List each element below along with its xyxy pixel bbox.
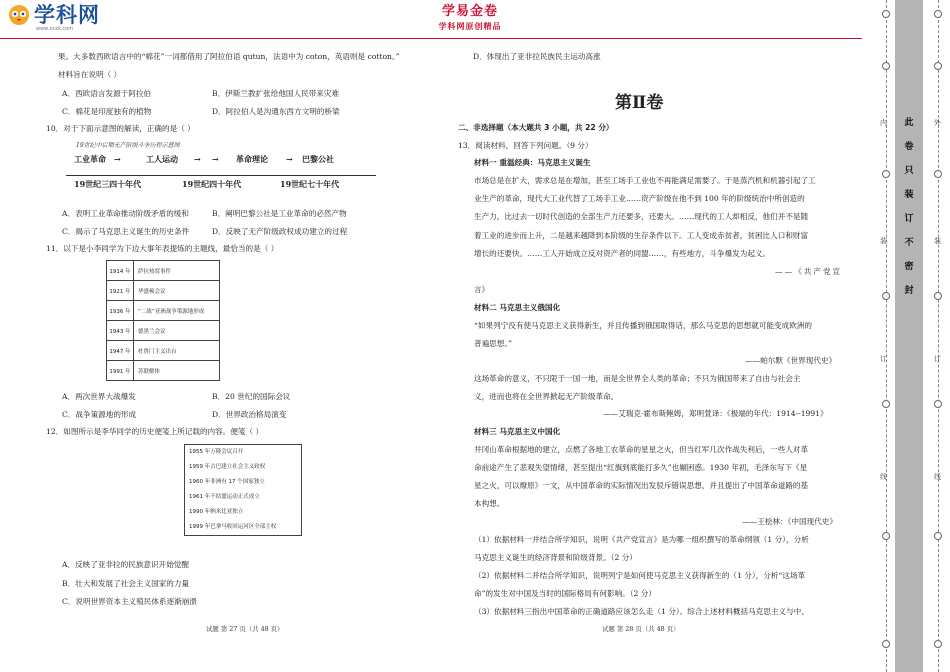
brand-title: 学易金卷 (441, 4, 498, 19)
punch-hole-icon (934, 292, 942, 300)
material-line: 普遍思想。” (474, 339, 513, 348)
table-row (107, 301, 219, 321)
page-footer: 试题 第 27 页（共 48 页） (206, 625, 284, 633)
option-c: C．战争策源地的形成 (62, 410, 137, 419)
material-line: 井冈山革命根据地的建立，点燃了各地工农革命的星星之火，但当红军几次作战失利后，一些人对革 (474, 445, 809, 454)
option-a: A．反映了亚非拉的民族意识开始觉醒 (62, 560, 189, 569)
question-11: 11．以下是小李同学为下边大事年表提炼的主题线，最恰当的是（ ） (46, 244, 279, 253)
material-line: 市场总是在扩大，需求总是在增加，甚至工场手工业也不再能满足需要了。于是蒸汽机和机器引起了工 (474, 176, 816, 185)
seal-char: 只 (904, 166, 914, 176)
punch-hole-icon (882, 532, 890, 540)
brand-subtitle: 学科网原创精品 (438, 22, 502, 31)
volume-title: 第Ⅱ卷 (615, 93, 664, 113)
text-line: 材料旨在说明（ ） (58, 70, 122, 79)
option-a: A．两次世界大战爆发 (62, 392, 136, 401)
timeline-title: 19世纪中后期无产阶级斗争历程示意图 (76, 142, 180, 149)
timeline-label: 19世纪四十年代 (182, 179, 242, 189)
binding-label: 装 (934, 237, 941, 245)
table-row (107, 341, 219, 361)
seal-strip (895, 0, 923, 672)
timeline-node: 工业革命 (74, 154, 106, 164)
table-cell-event: 德黑兰会议 (138, 328, 166, 335)
material-line: 这场革命的意义，不只限于一国一地，而是全世界全人类的革命；不只为俄国带来了自由与社会主 (474, 374, 801, 383)
punch-hole-icon (882, 62, 890, 70)
option-a: A．表明工业革命推动阶级矛盾的缓和 (62, 209, 189, 218)
material-line: 命前途产生了悲观失望情绪，甚至提出“红旗到底能打多久”也辗困惑。1930 年初，毛泽东写下《星 (474, 463, 808, 472)
timeline-node: 革命理论 (236, 154, 268, 164)
material-line: 业生产的革命，现代大工业代替了工场手工业……资产阶级在他不到 100 年的阶级统治中所创造的 (474, 194, 805, 203)
table-cell-year: 1991 年 (107, 361, 134, 380)
binding-label: 装 (880, 237, 887, 245)
question-12: 12．如图所示是李华同学的历史便笺上所记载的内容。便笺（ ） (46, 427, 264, 436)
material-line: 星之火，可以燎原》一文，从中国革命的实际情况出发驳斥错误思想，并且提出了中国革命道路的基 (474, 481, 809, 490)
table-row (107, 281, 219, 301)
binding-label: 内 (880, 119, 887, 127)
punch-hole-icon (934, 640, 942, 648)
seal-char: 此 (904, 118, 914, 128)
history-note (184, 444, 302, 536)
punch-hole-icon (934, 532, 942, 540)
seal-char: 封 (904, 286, 914, 296)
option-c: C．揭示了马克思主义诞生的历史条件 (62, 227, 190, 236)
logo-text: 学科网 (34, 3, 100, 27)
table-row (107, 321, 219, 341)
binding-label: 订 (880, 355, 887, 363)
timeline-label: 19世纪三四十年代 (74, 179, 142, 189)
note-line: 1960 年非洲有 17 个国家独立 (189, 479, 265, 485)
punch-hole-icon (882, 10, 890, 18)
punch-hole-icon (882, 170, 890, 178)
option-b: B．伊斯兰教扩张给他国人民带来灾难 (212, 89, 340, 98)
material-3-title: 材料三 马克思主义中国化 (474, 427, 561, 436)
material-line: 本构想。 (474, 499, 505, 508)
option-a: A．西欧语言发源于阿拉伯 (62, 89, 152, 98)
material-2-title: 材料二 马克思主义俄国化 (474, 303, 561, 312)
source-citation: 言》 (474, 285, 490, 294)
logo-url: www.zxxk.com (36, 26, 74, 32)
note-line: 1990 年纳米比亚独立 (189, 509, 244, 515)
material-line: 义，进而也将在全世界掀起无产阶级革命。 (474, 392, 619, 401)
option-c: C．说明世界资本主义殖民体系逐渐崩溃 (62, 597, 197, 606)
seal-char: 密 (904, 262, 914, 272)
binding-label: 外 (934, 119, 941, 127)
option-b: B．阐明巴黎公社是工业革命的必然产物 (212, 209, 347, 218)
punch-hole-icon (934, 400, 942, 408)
inner-binding-line (886, 0, 887, 672)
table-cell-year: 1936 年 (107, 301, 134, 320)
option-d: D．体现出了亚非拉民族民主运动高涨 (473, 52, 601, 61)
table-cell-event: 杜鲁门主义出台 (138, 348, 177, 355)
table-row (107, 361, 219, 380)
punch-hole-icon (934, 62, 942, 70)
table-cell-event: 华盛顿会议 (138, 288, 166, 295)
question-13: 13．阅读材料，回答下列问题。（9 分） (458, 141, 593, 150)
binding-label: 线 (880, 473, 887, 481)
table-cell-event: “二战”亚洲战争策源地形成 (138, 308, 205, 315)
material-line: “如果列宁没有使马克思主义获得新生，并且传播到俄国取得话，那么马克思的思想就可能变成欧洲的 (474, 321, 813, 330)
table-cell-year: 1947 年 (107, 341, 134, 360)
page-footer: 试题 第 28 页（共 48 页） (602, 625, 680, 633)
source-citation: ——帕尔默《世界现代史》 (745, 356, 837, 365)
option-d: D．世界政治格局演变 (212, 410, 287, 419)
section-title: 二、非选择题（本大题共 3 小题，共 22 分） (458, 123, 614, 132)
timeline-axis (66, 175, 376, 176)
table-cell-event: 萨拉热窝事件 (138, 268, 172, 275)
site-logo (6, 2, 100, 32)
table-cell-year: 1943 年 (107, 321, 134, 340)
note-line: 1961 年不结盟运动正式成立 (189, 494, 260, 500)
text-line: 果。大多数西欧语言中的“棉花”一词都借用了阿拉伯语 qutun，法语中为 coton，英语则是 cotton。” (58, 52, 400, 61)
sub-question: （3）依据材料三指出中国革命的正确道路应该怎么走（1 分）。综合上述材料概括马克思主义与中、 (474, 607, 809, 616)
arrow-icon: → (286, 154, 293, 164)
seal-char: 不 (904, 238, 914, 248)
option-c: C．棉花是印度独有的植物 (62, 107, 152, 116)
seal-char: 订 (904, 214, 914, 224)
arrow-icon: → (212, 154, 219, 164)
note-line: 1955 年万隆会议召开 (189, 449, 244, 455)
punch-hole-icon (934, 170, 942, 178)
table-row (107, 261, 219, 281)
seal-char: 卷 (904, 142, 914, 152)
header-divider (0, 38, 862, 39)
arrow-icon: → (114, 154, 121, 164)
material-line: 着工业的进步而上升，二是越来越降到本阶级的生存条件以下。工人变成赤贫者，贫困比人口和财富 (474, 231, 809, 240)
note-line: 1999 年巴拿马收回运河区全部主权 (189, 524, 277, 530)
material-1-title: 材料一 重温经典：马克思主义诞生 (474, 158, 591, 167)
timeline-label: 19世纪七十年代 (280, 179, 340, 189)
sub-question: （2）依据材料二并结合所学知识，说明列宁是如何使马克思主义获得新生的（1 分），分析“这场革 (474, 571, 806, 580)
outer-binding-line (938, 0, 939, 672)
option-b: B．20 世纪的国际会议 (212, 392, 291, 401)
option-d: D．反映了无产阶级政权成功建立的过程 (212, 227, 348, 236)
material-line: 生产力，比过去一切时代创造的全部生产力还要多，还要大。……现代的工人却相反，他们并不是随 (474, 212, 809, 221)
chronology-table (106, 260, 220, 381)
owl-logo-icon (6, 2, 32, 26)
note-line: 1959 年古巴建立社会主义政权 (189, 464, 266, 470)
source-citation: ——艾瑞克·霍布斯鲍姆，郑明萱译：《极端的年代：1914--1991》 (603, 409, 828, 418)
material-line: 增长的还要快。……工人开始成立反对资产者的同盟……，有些地方，斗争爆发为起义。 (474, 249, 771, 258)
seal-char: 装 (904, 190, 914, 200)
punch-hole-icon (882, 400, 890, 408)
punch-hole-icon (934, 10, 942, 18)
arrow-icon: → (194, 154, 201, 164)
source-citation: ——《共产党宣 (775, 267, 843, 276)
sub-question: 命”的发生对中国及当时的国际格局有何影响。（2 分） (474, 589, 656, 598)
binding-label: 订 (934, 355, 941, 363)
sub-question: （1）依据材料一并结合所学知识，说明《共产党宣言》是为哪一组织撰写的革命纲领（1 分），分析 (474, 535, 809, 544)
punch-hole-icon (882, 640, 890, 648)
timeline-node: 工人运动 (146, 154, 178, 164)
brand-header (400, 0, 540, 32)
source-citation: ——王桧林：《中国现代史》 (742, 517, 837, 526)
sub-question: 马克思主义诞生的经济背景和阶级背景。（2 分） (474, 553, 637, 562)
punch-hole-icon (882, 292, 890, 300)
timeline-node: 巴黎公社 (302, 154, 334, 164)
option-d: D．阿拉伯人是沟通东西方文明的桥梁 (212, 107, 340, 116)
option-b: B．壮大和发展了社会主义国家的力量 (62, 579, 190, 588)
binding-label: 线 (934, 473, 941, 481)
table-cell-year: 1921 年 (107, 281, 134, 300)
question-10: 10．对于下面示意图的解读，正确的是（ ） (46, 124, 195, 133)
table-cell-event: 苏联解体 (138, 368, 161, 375)
proletariat-timeline (66, 140, 376, 188)
table-cell-year: 1914 年 (107, 261, 134, 280)
